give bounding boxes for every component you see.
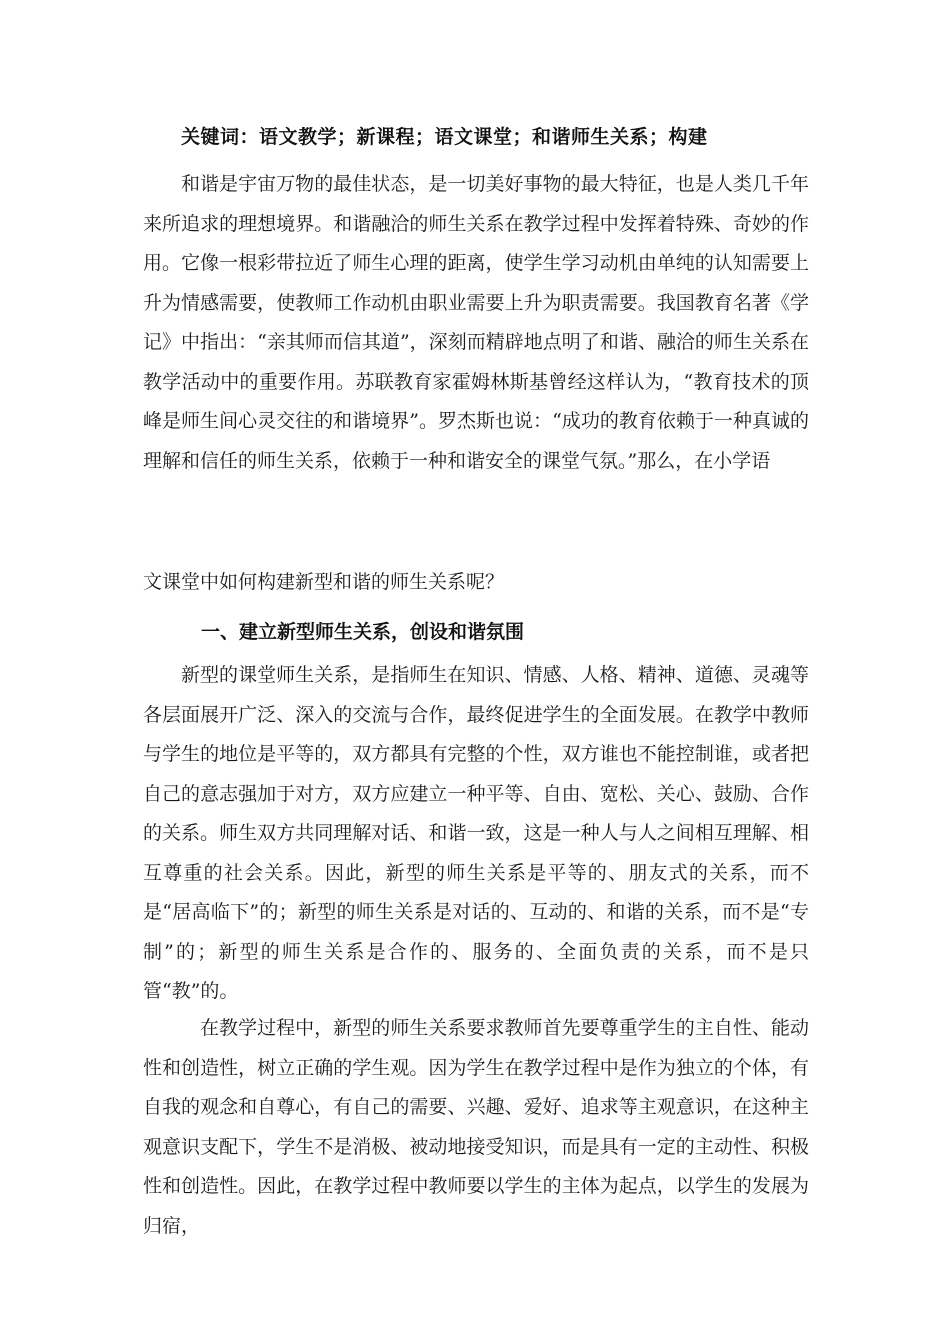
body-paragraph: 新型的课堂师生关系，是指师生在知识、情感、人格、精神、道德、灵魂等各层面展开广泛、深入的交流与合作，最终促进学生的全面发展。在教学中教师与学生的地位是平等的，双方都具有完整的个性，双方谁也不能控制谁，或者把自己的意志强加于对方，双方应建立一种平等、自由、宽松、关心、鼓励、合作的关系。师生双方共同理解对话、和谐一致，这是一种人与人之间相互理解、相互尊重的社会关系。因此，新型的师生关系是平等的、朋友式的关系，而不是“居高临下”的；新型的师生关系是对话的、互动的、和谐的关系，而不是“专制”的；新型的师生关系是合作的、服务的、全面负责的关系，而不是只管“教”的。	[143, 664, 809, 1002]
body-paragraph: 在教学过程中，新型的师生关系要求教师首先要尊重学生的主自性、能动性和创造性，树立正确的学生观。因为学生在教学过程中是作为独立的个体，有自我的观念和自尊心，有自己的需要、兴趣、爱好、追求等主观意识，在这种主观意识支配下，学生不是消极、被动地接受知识，而是具有一定的主动性、积极性和创造性。因此，在教学过程中教师要以学生的主体为起点，以学生的发展为归宿，	[143, 1017, 809, 1237]
keywords-line: 关键词：语文教学；新课程；语文课堂；和谐师生关系；构建	[181, 126, 708, 148]
section-heading: 一、建立新型师生关系，创设和谐氛围	[201, 621, 525, 643]
intro-paragraph: 和谐是宇宙万物的最佳状态，是一切美好事物的最大特征，也是人类几千年来所追求的理想境界。和谐融洽的师生关系在教学过程中发挥着特殊、奇妙的作用。它像一根彩带拉近了师生心理的距离，使学生学习动机由单纯的认知需要上升为情感需要，使教师工作动机由职业需要上升为职责需要。我国教育名著《学记》中指出：“亲其师而信其道”，深刻而精辟地点明了和谐、融洽的师生关系在教学活动中的重要作用。苏联教育家霍姆林斯基曾经这样认为，“教育技术的顶峰是师生间心灵交往的和谐境界”。罗杰斯也说：“成功的教育依赖于一种真诚的理解和信任的师生关系，依赖于一种和谐安全的课堂气氛。”那么，在小学语	[143, 173, 809, 472]
intro-paragraph-tail: 文课堂中如何构建新型和谐的师生关系呢？	[143, 571, 505, 593]
